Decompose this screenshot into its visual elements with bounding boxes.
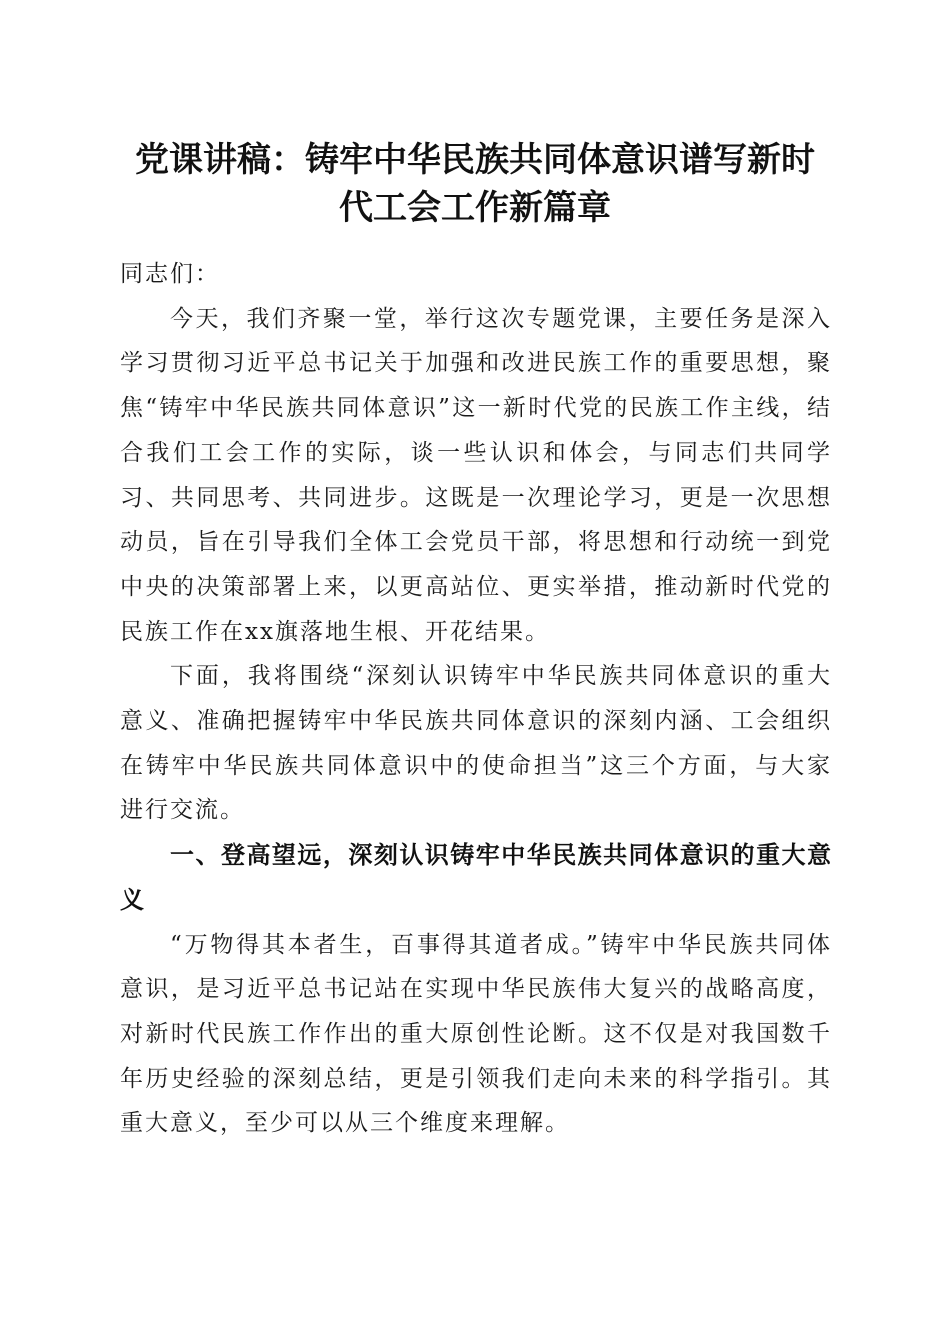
title-line-2: 代工会工作新篇章 xyxy=(339,188,611,228)
document-body xyxy=(120,252,832,1146)
section-heading-1: 一、登高望远，深刻认识铸牢中华民族共同体意识的重大意义 xyxy=(120,841,832,914)
paragraph-outline: 下面，我将围绕“深刻认识铸牢中华民族共同体意识的重大意义、准确把握铸牢中华民族共同体意识的深刻内涵、工会组织在铸牢中华民族共同体意识中的使命担当”这三个方面，与大家进行交流。 xyxy=(120,663,832,824)
title-line-1: 党课讲稿：铸牢中华民族共同体意识谱写新时 xyxy=(135,140,815,180)
document-title xyxy=(100,136,850,232)
paragraph-section-1: “万物得其本者生，百事得其道者成。”铸牢中华民族共同体意识，是习近平总书记站在实现中华民族伟大复兴的战略高度，对新时代民族工作作出的重大原创性论断。这不仅是对我国数千年历史经验的深刻总结，更是引领我们走向未来的科学指引。其重大意义，至少可以从三个维度来理解。 xyxy=(120,931,832,1137)
paragraph-intro: 今天，我们齐聚一堂，举行这次专题党课，主要任务是深入学习贯彻习近平总书记关于加强和改进民族工作的重要思想，聚焦“铸牢中华民族共同体意识”这一新时代党的民族工作主线，结合我们工会工作的实际，谈一些认识和体会，与同志们共同学习、共同思考、共同进步。这既是一次理论学习，更是一次思想动员，旨在引导我们全体工会党员干部，将思想和行动统一到党中央的决策部署上来，以更高站位、更实举措，推动新时代党的民族工作在xx旗落地生根、开花结果。 xyxy=(120,305,832,645)
greeting: 同志们： xyxy=(120,261,220,287)
